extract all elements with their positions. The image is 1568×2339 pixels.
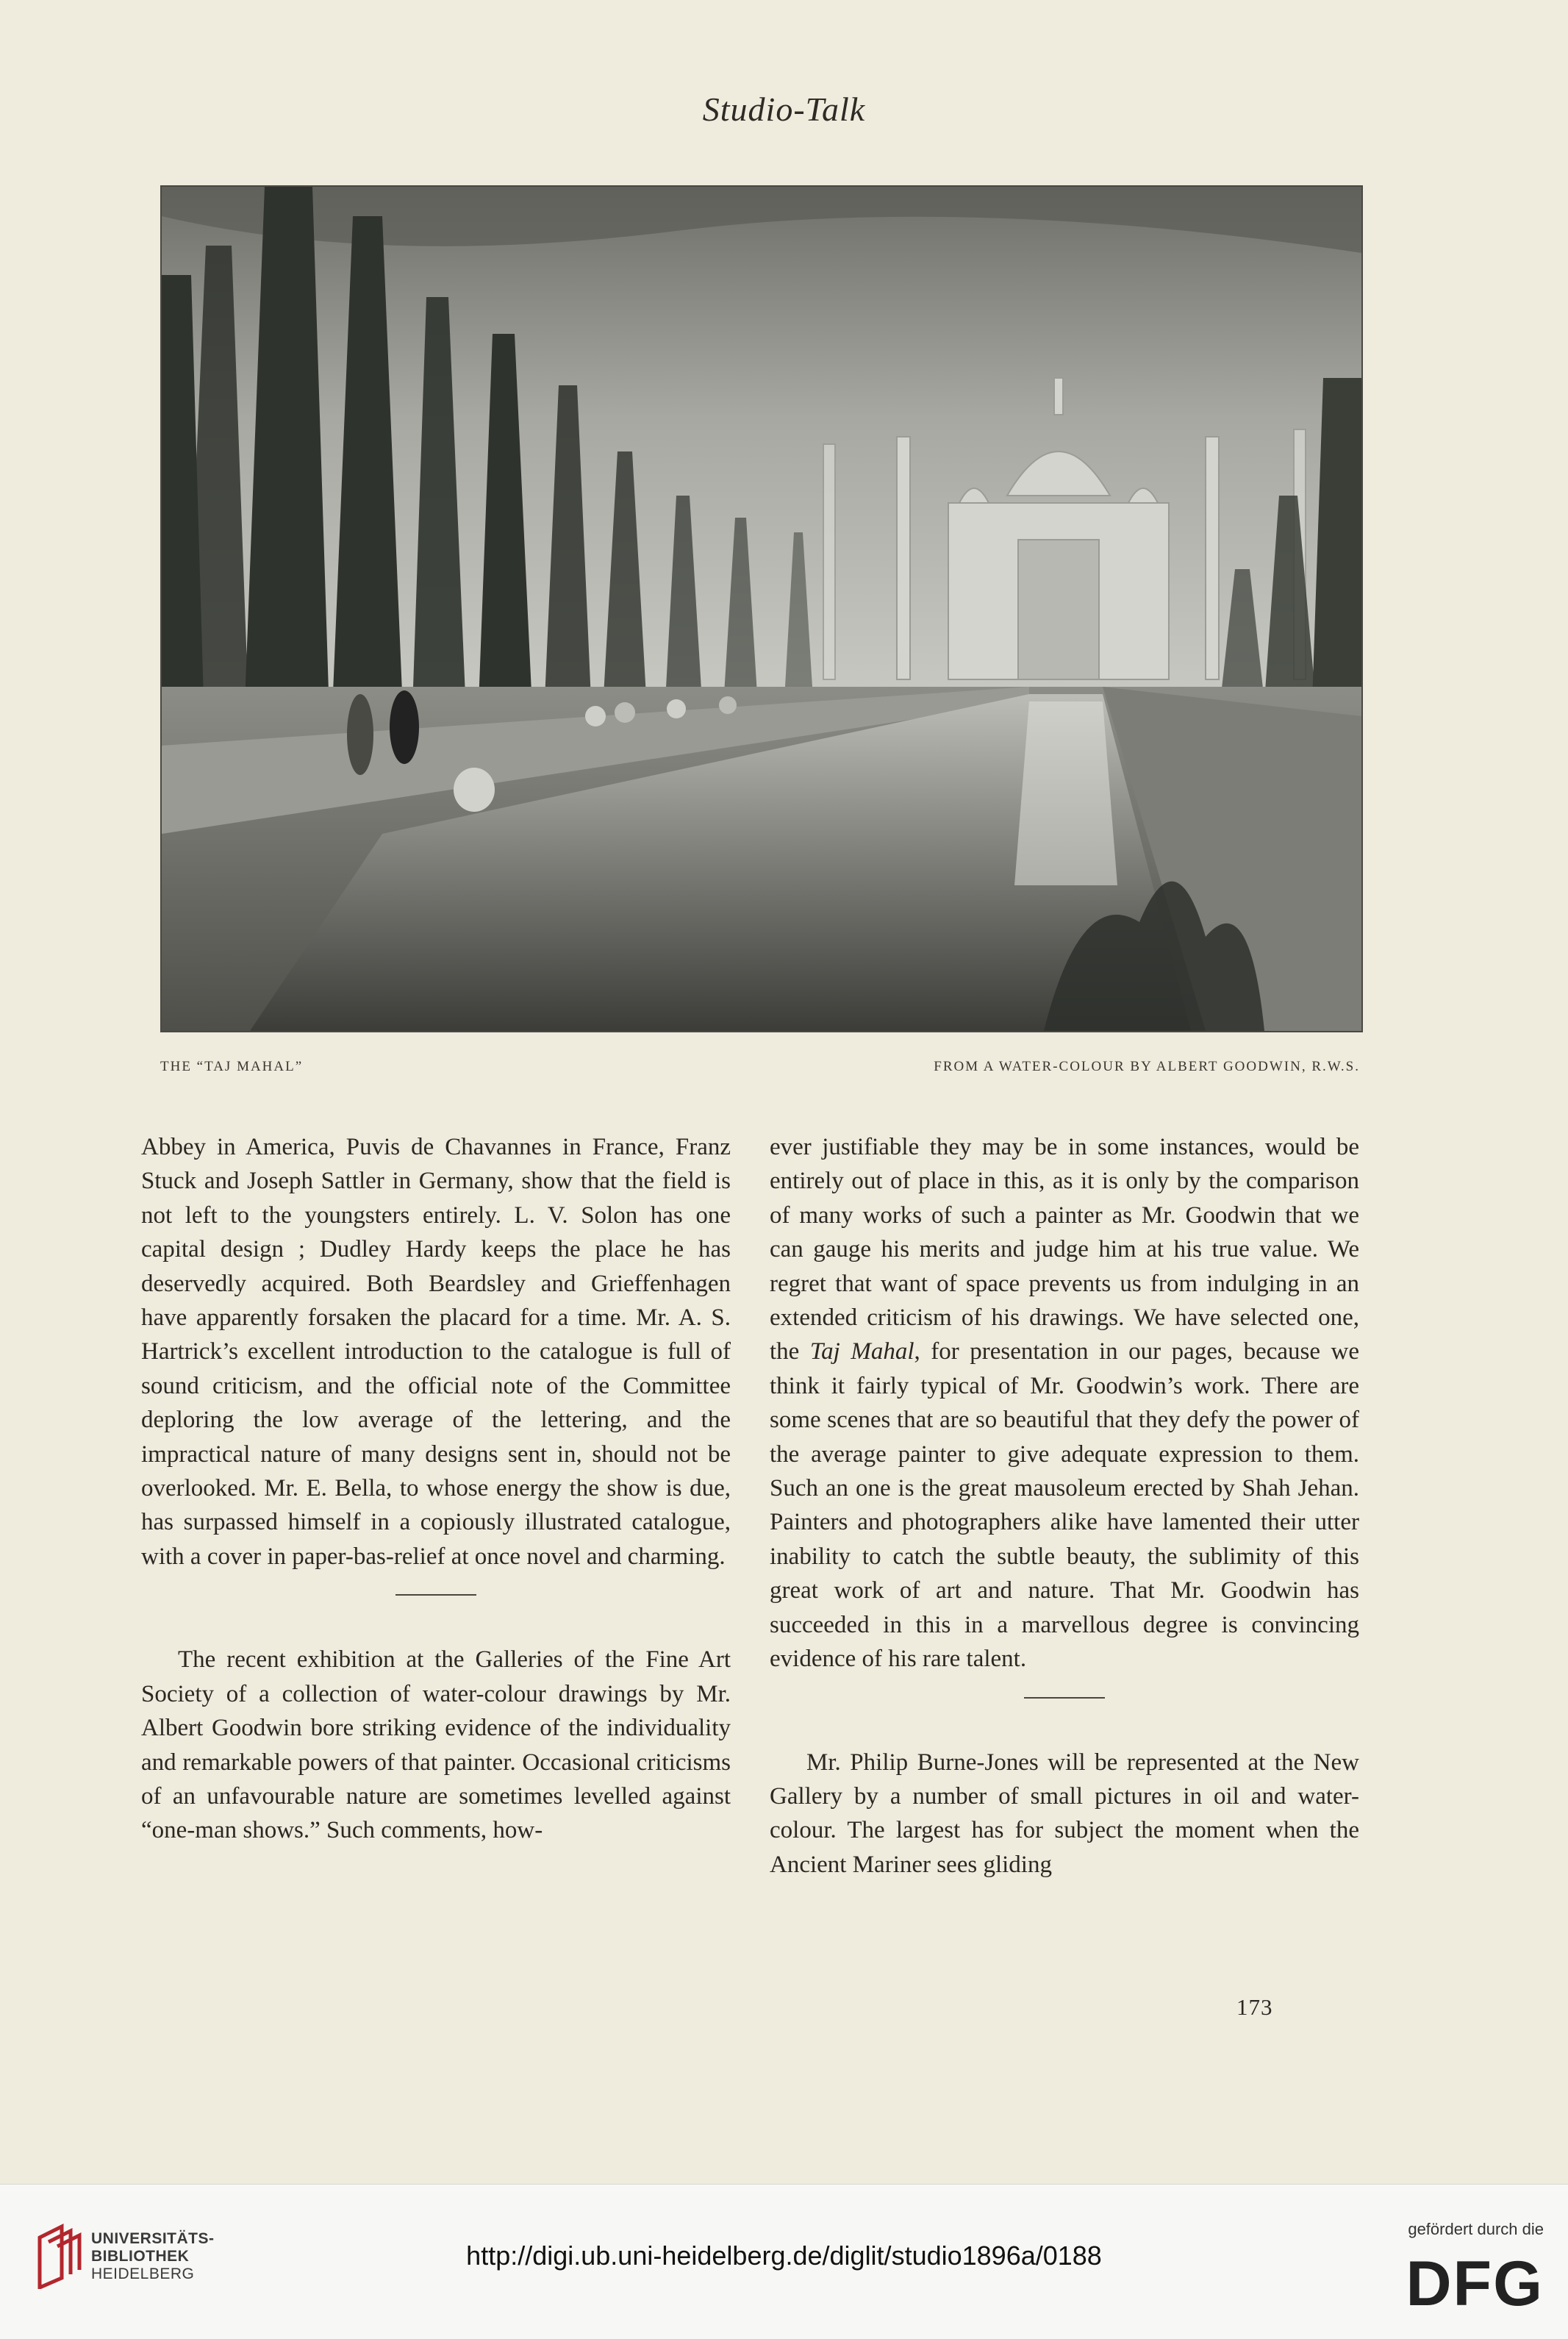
paragraph-goodwin-continued [770, 1130, 1359, 1676]
text-run: ever justifiable they may be in some instances, would be entirely out of place in this, as it is only by the comparison of many works of such a painter as Mr. Goodwin that we can gauge his merits and judge him at his true value. We regret that want of space prevents us from indulging in an extended criticism of his drawings. We have selected one, the [770, 1134, 1359, 1365]
library-name-line: HEIDELBERG [91, 2265, 195, 2282]
taj-mahal-illustration [160, 185, 1363, 1032]
permalink-url[interactable]: http://digi.ub.uni-heidelberg.de/diglit/studio1896a/0188 [466, 2240, 1102, 2271]
plate-caption-title: THE “TAJ MAHAL” [160, 1059, 304, 1074]
plate-caption-credit: FROM A WATER-COLOUR BY ALBERT GOODWIN, R.W.S. [934, 1059, 1360, 1074]
left-column [141, 1130, 731, 1848]
digitization-footer [0, 2184, 1568, 2339]
paragraph-poster-exhibition: Abbey in America, Puvis de Chavannes in France, Franz Stuck and Joseph Sattler in Germany, show that the field is not left to the youngsters entirely. L. V. Solon has one capital design ; Dudley Hardy keeps the place he has deservedly acquired. Both Beardsley and Grieffenhagen have apparently forsaken the placard for a time. Mr. A. S. Hartrick’s excellent introduction to the catalogue is full of sound criticism, and the official note of the Committee deploring the low average of the lettering, and the impractical nature of many designs sent in, should not be overlooked. Mr. E. Bella, to whose energy the show is due, has surpassed himself in a copiously illustrated catalogue, with a cover in paper-bas-relief at once novel and charming. [141, 1134, 731, 1570]
section-divider [1024, 1697, 1105, 1699]
artwork-title: Taj Mahal [809, 1338, 914, 1365]
funding-note: gefördert durch die [1408, 2220, 1544, 2238]
page-number: 173 [1236, 1994, 1273, 2020]
section-divider [395, 1594, 476, 1596]
dfg-logo: DFG [1406, 2249, 1544, 2319]
paragraph-burne-jones: Mr. Philip Burne-Jones will be represented at the New Gallery by a number of small pictures in oil and water-colour. The largest has for subject the moment when the Ancient Mariner sees gliding [770, 1749, 1359, 1878]
running-head: Studio-Talk [702, 90, 866, 128]
right-column [770, 1130, 1359, 1882]
text-run: , for presentation in our pages, because we think it fairly typical of Mr. Goodwin’s work. There are some scenes that are so beautiful that they defy the power of the average painter to give adequate expression to them. Such an one is the great mausoleum erected by Shah Jehan. Painters and photographers alike have lamented their utter inability to catch the subtle beauty, the sublimity of this great work of art and nature. That Mr. Goodwin has succeeded in this in a marvellous degree is convincing evidence of his rare talent. [770, 1338, 1359, 1673]
paragraph-goodwin-exhibition: The recent exhibition at the Galleries of the Fine Art Society of a collection of water-colour drawings by Mr. Albert Goodwin bore striking evidence of the individuality and remarkable powers of that painter. Occasional criticisms of an unfavourable nature are sometimes levelled against “one-man shows.” Such comments, how- [141, 1646, 731, 1844]
library-name-line: UNIVERSITÄTS- [91, 2230, 215, 2247]
library-name-line: BIBLIOTHEK [91, 2248, 190, 2265]
